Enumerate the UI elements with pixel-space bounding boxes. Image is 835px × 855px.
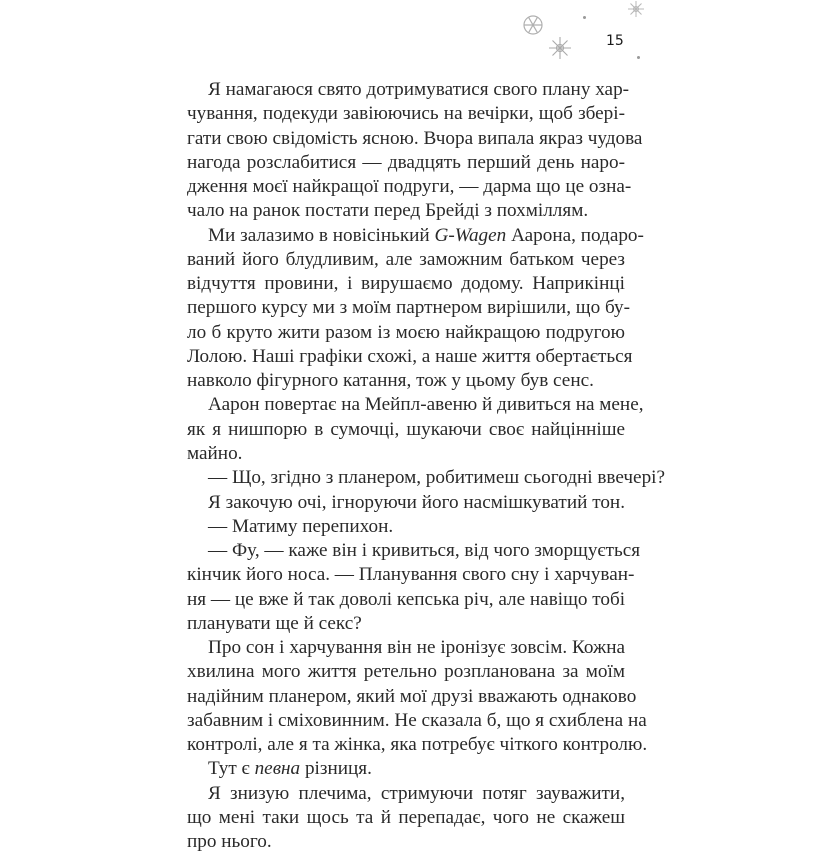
- italic-span: G-Wagen: [434, 224, 507, 246]
- body-text: [187, 78, 666, 855]
- text-line: Я намагаюся свято дотримуватися свого плану хар-: [208, 79, 630, 100]
- text-line: чування, подекуди завіюючись на вечірки, щоб збері-: [187, 103, 625, 125]
- text-line: Я знизую плечима, стримуючи потяг зауважити,: [208, 782, 625, 804]
- text-line: — Матиму перепихон.: [208, 515, 394, 537]
- text-line: відчуття провини, і вирушаємо додому. Наприкінці: [187, 273, 625, 295]
- text-line: [187, 224, 644, 248]
- page-number: 15: [606, 33, 624, 49]
- text-line: хвилина мого життя ретельно розпланована за моїм: [187, 661, 625, 683]
- text-span: Ми залазимо в новісінький: [208, 224, 435, 246]
- text-line: надійним планером, який мої друзі вважають однаково: [187, 685, 637, 707]
- text-line: нагода розслабитися — двадцять перший день наро-: [187, 151, 625, 173]
- text-line: ваний його блудливим, але заможним батьком через: [187, 248, 625, 270]
- text-span: Тут є: [208, 758, 255, 780]
- text-span: Аарона, подаро-: [506, 224, 644, 246]
- text-line: Я закочую очі, ігноруючи його насмішкуватий тон.: [208, 491, 625, 513]
- snow-dot: [583, 16, 586, 19]
- text-line: — Фу, — каже він і кривиться, від чого зморщується: [208, 540, 641, 562]
- text-line: забавним і сміховинним. Не сказала б, що я схиблена на: [187, 709, 647, 731]
- text-line: про нього.: [187, 831, 272, 853]
- italic-span: певна: [254, 758, 301, 780]
- text-line: Лолою. Наші графіки схожі, а наше життя обертається: [187, 345, 633, 367]
- text-line: чало на ранок постати перед Брейді з похміллям.: [187, 200, 589, 222]
- snow-dot: [637, 56, 640, 59]
- text-line: першого курсу ми з моїм партнером вирішили, що бу-: [187, 297, 630, 319]
- text-line: [187, 757, 625, 781]
- text-line: контролі, але я та жінка, яка потребує чіткого контролю.: [187, 734, 648, 756]
- text-line: гати свою свідомість ясною. Вчора випала якраз чудова: [187, 127, 643, 149]
- text-line: Аарон повертає на Мейпл-авеню й дивиться на мене,: [208, 394, 644, 416]
- text-line: майно.: [187, 442, 243, 464]
- text-line: Про сон і харчування він не іронізує зовсім. Кожна: [208, 637, 625, 659]
- text-line: дження моєї найкращої подруги, — дарма що це озна-: [187, 176, 632, 198]
- text-line: кінчик його носа. — Планування свого сну і харчуван-: [187, 564, 635, 586]
- text-line: що мені таки щось та й перепадає, чого не скажеш: [187, 806, 625, 828]
- snowflake-icon: [627, 0, 645, 18]
- snowflake-icon: [548, 36, 572, 60]
- text-line: як я нишпорю в сумочці, шукаючи своє найцінніше: [187, 418, 625, 440]
- text-line: — Що, згідно з планером, робитимеш сьогодні ввечері?: [208, 467, 666, 489]
- text-line: навколо фігурного катання, тож у цьому був сенс.: [187, 370, 594, 392]
- text-span: різниця.: [300, 758, 372, 780]
- text-line: ня — це вже й так доволі кепська річ, але навіщо тобі: [187, 588, 626, 610]
- text-line: планувати ще й секс?: [187, 612, 362, 634]
- text-line: ло б круто жити разом із моєю найкращою подругою: [187, 321, 625, 343]
- snowflake-icon: [522, 14, 544, 36]
